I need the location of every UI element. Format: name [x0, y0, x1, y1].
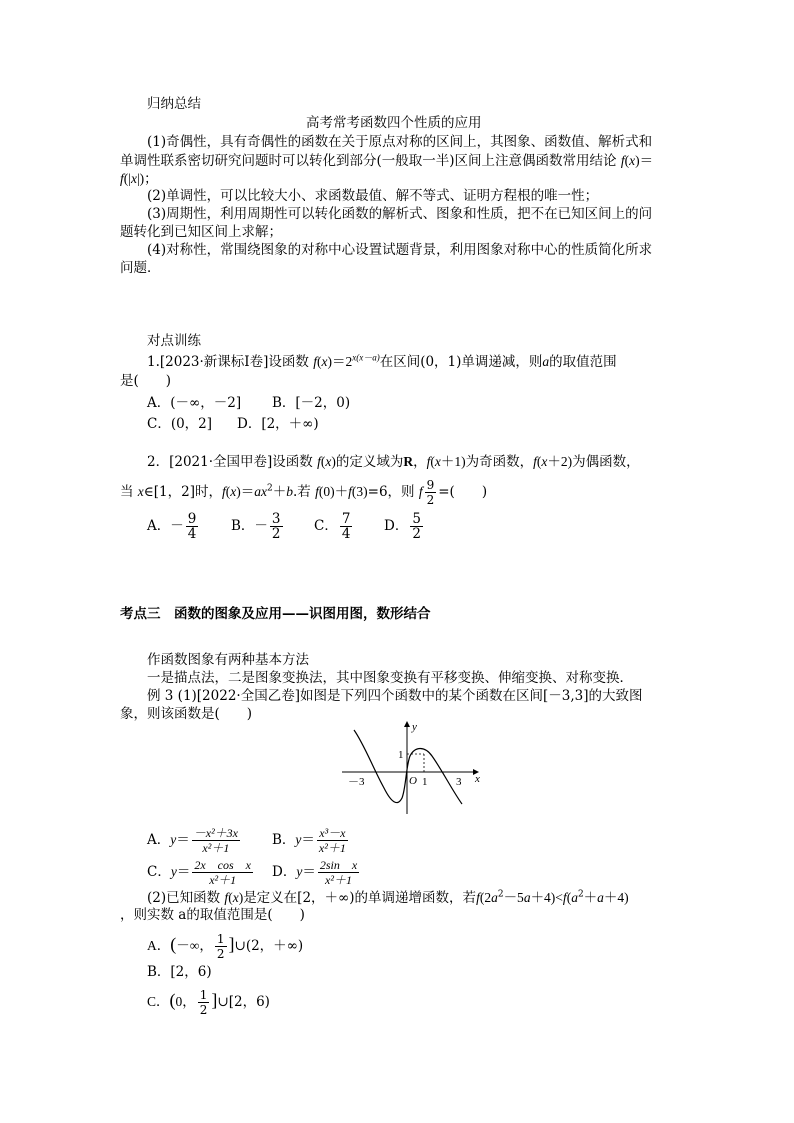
part2-option-a: A．(－∞， $\frac{1}{2}$ ]∪(2，＋∞) — [147, 932, 304, 961]
graph-origin: O — [409, 775, 417, 787]
graph-tick-1x: 1 — [422, 776, 428, 788]
function-curve — [354, 730, 462, 804]
ex3-option-a: A．y＝ $\frac{\text{－x²＋3x}}{\text{x²＋1}}$ — [147, 826, 239, 855]
summary-p2: (2)单调性，可以比较大小、求函数最值、解不等式、证明方程根的唯一性； — [147, 188, 599, 204]
summary-p4a: (4)对称性，常围绕图象的对称中心设置试题背景，利用图象对称中心的性质简化所求 — [147, 242, 653, 258]
q1-option-c: C．(0，2] — [147, 416, 213, 432]
ex3-option-b: B．y＝ $\frac{\text{x³－x}}{\text{x²＋1}}$ — [272, 826, 346, 855]
q1-option-b: B．[－2，0) — [272, 395, 351, 411]
summary-p3b: 题转化到已知区间上求解； — [120, 224, 282, 240]
function-graph — [340, 718, 490, 818]
graph-tick-1y: 1 — [398, 749, 404, 761]
summary-p1a: (1)奇偶性，具有奇偶性的函数在关于原点对称的区间上，其图象、函数值、解析式和 — [147, 134, 653, 150]
q1-option-d: D．[2，＋∞) — [237, 416, 319, 432]
q1-option-a: A．(－∞，－2] — [147, 395, 242, 411]
section3-heading: 考点三 函数的图象及应用——识图用图，数形结合 — [120, 606, 431, 622]
q2-option-d: D． $\frac{5}{2}$ — [384, 511, 421, 542]
part2-option-c: C．(0， $\frac{1}{2}$ ]∪[2，6) — [147, 988, 270, 1017]
q2-frac-den: 2 — [426, 493, 435, 507]
part2-line1: (2)已知函数 f(x)是定义在[2，＋∞)的单调递增函数，若$f(2a^2-5a+4)<f(a^2+a+4)$ — [147, 889, 629, 906]
summary-p3a: (3)周期性，利用周期性可以转化函数的解析式、图象和性质，把不在已知区间上的问 — [147, 206, 653, 222]
ex3-line1: 例 3 (1)[2022·全国乙卷]如图是下列四个函数中的某个函数在区间[－3,3]的大致图 — [147, 688, 643, 704]
summary-p1c: f(|x|)； — [120, 171, 158, 187]
q2-line2: 当 x∈[1，2]时，$f(x)=ax^2+b$.若 f(0)＋f(3)=6，则 f $\frac{9}{2}$ =( ) — [120, 478, 488, 507]
q2-line1: 2．[2021·全国甲卷]设函数 f(x)的定义域为R，f(x＋1)为奇函数，f(x＋2)为偶函数， — [147, 454, 640, 470]
q2-option-b: B．－ $\frac{3}{2}$ — [231, 511, 281, 542]
graph-tick-3: 3 — [456, 776, 462, 788]
q2-option-c: C． $\frac{7}{4}$ — [314, 511, 351, 542]
part2-line2: ，则实数 a的取值范围是( ) — [120, 907, 305, 923]
q2-frac-num: 9 — [426, 478, 435, 492]
summary-p4b: 问题． — [120, 260, 161, 276]
part2-option-b: B．[2，6) — [147, 964, 212, 980]
summary-title: 高考常考函数四个性质的应用 — [306, 115, 482, 131]
summary-heading: 归纳总结 — [147, 96, 201, 112]
section3-intro2: 一是描点法，二是图象变换法，其中图象变换有平移变换、伸缩变换、对称变换． — [147, 670, 633, 686]
section3-intro1: 作函数图象有两种基本方法 — [147, 652, 309, 668]
graph-tick-neg3: －3 — [348, 776, 365, 788]
ex3-line2: 象，则该函数是( ) — [120, 706, 253, 722]
graph-x-label: x — [475, 773, 480, 785]
ex3-option-c: C．y＝ $\frac{\text{2x cos x}}{\text{x²＋1}}$ — [147, 858, 251, 887]
practice-heading: 对点训练 — [147, 333, 201, 349]
q2-option-a: A．－ $\frac{9}{4}$ — [147, 511, 197, 542]
q1-line1: 1.[2023·新课标Ⅰ卷]设函数 $f(x)=2^{x(x-a)}$在区间(0，1)单调递减，则a的取值范围 — [147, 352, 617, 370]
q1-line2: 是( ) — [120, 373, 172, 389]
summary-p1b: 单调性联系密切研究问题时可以转化到部分(一般取一半)区间上注意偶函数常用结论 f(x)＝ — [120, 153, 654, 169]
graph-y-label: y — [412, 721, 417, 733]
ex3-option-d: D．y＝ $\frac{\text{2sin x}}{\text{x²＋1}}$ — [272, 858, 358, 887]
